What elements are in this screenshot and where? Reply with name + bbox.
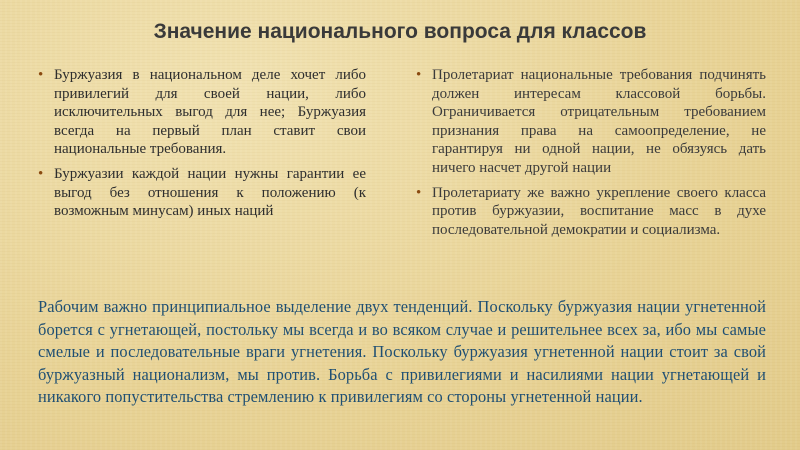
list-item-text: Буржуазия в национальном деле хочет либо привилегий для своей нации, либо исключительных выгод для нее; Буржуазия всегда на первый план ставит свои национальные требования.	[54, 67, 366, 158]
list-item	[38, 165, 366, 221]
right-column-list	[416, 66, 766, 245]
bullet-dot-icon: •	[416, 184, 422, 201]
list-item	[416, 184, 766, 240]
bullet-dot-icon: •	[416, 67, 422, 83]
list-item	[416, 66, 766, 178]
bottom-paragraph: Рабочим важно принципиальное выделение двух тенденций. Поскольку буржуазия нации угнетенной борется с угнетающей, постольку мы всегда и во всяком случае и решительнее всех за, ибо мы самые смелые и последовательные враги угнетения. Поскольку буржуазия угнетенной нации стоит за свой буржуазный национализм, мы против. Борьба с привилегиями и насилиями нации угнетающей и никакого попустительства стремлению к привилегиям со стороны угнетенной нации.	[38, 297, 766, 406]
list-item-text: Пролетариат национальные требования подчинять должен интересам классовой борьбы. Ограничивается отрицательным требованием признания права на самоопределение, не гарантируя ни одной нации, не обязуясь дать ничего насчет другой нации	[432, 67, 766, 176]
list-item	[38, 66, 366, 159]
list-item-text: Пролетариату же важно укрепление своего класса против буржуазии, воспитание масс в духе последовательной демократии и социализма.	[432, 184, 766, 238]
left-column-list	[38, 66, 366, 227]
bullet-dot-icon: •	[38, 165, 44, 182]
bullet-dot-icon: •	[38, 67, 44, 83]
slide-title: Значение национального вопроса для классов	[153, 20, 647, 43]
list-item-text: Буржуазии каждой нации нужны гарантии ее выгод без отношения к положению (к возможным минусам) иных наций	[54, 165, 366, 220]
